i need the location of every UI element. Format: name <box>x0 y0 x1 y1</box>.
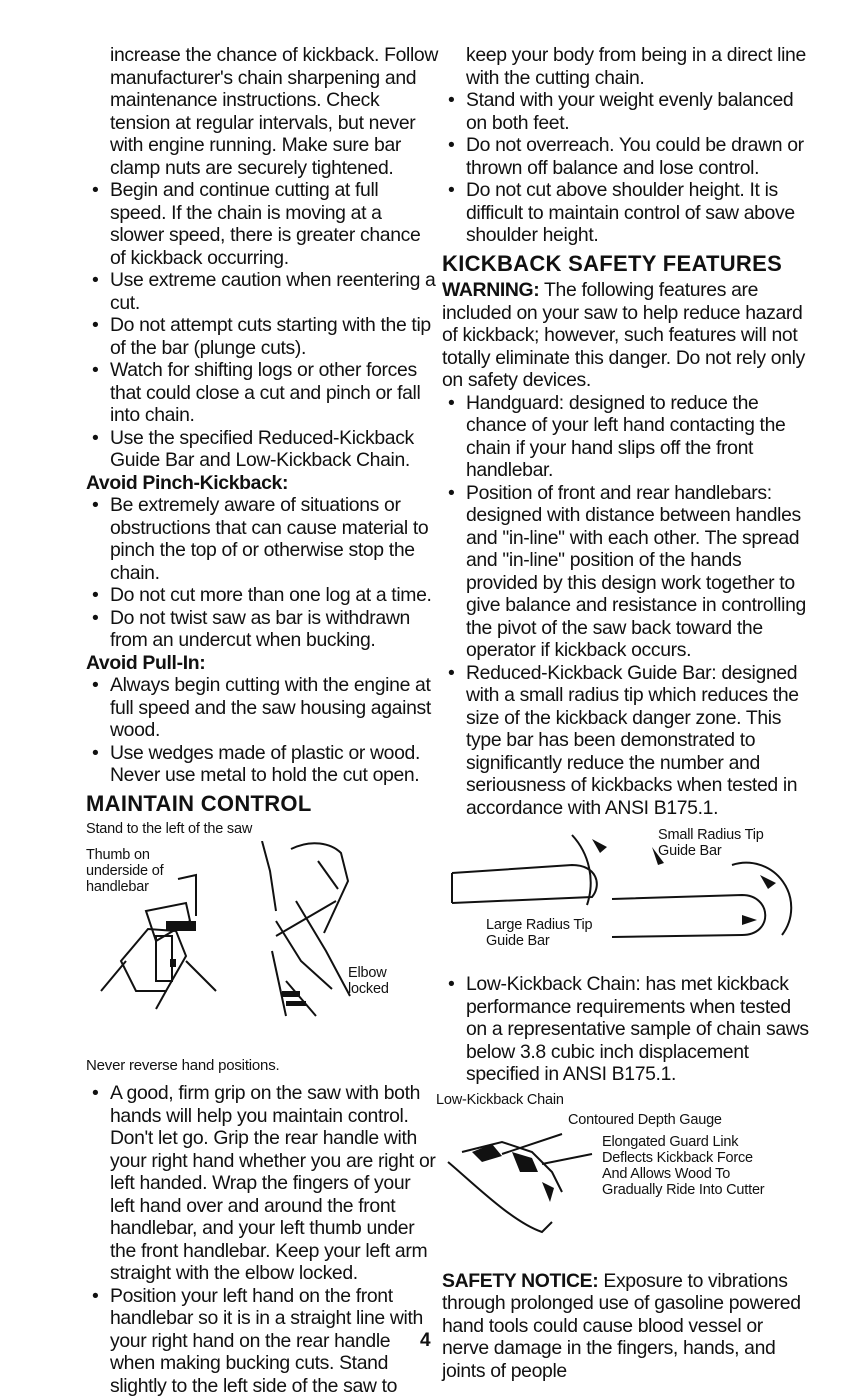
chain-list <box>442 973 810 1086</box>
figure-caption-top: Stand to the left of the saw <box>86 821 252 837</box>
safety-paragraph <box>442 1270 810 1383</box>
list-item: • Handguard: designed to reduce the chance of your left hand contacting the chain if your hand slips off the front handlebar. <box>442 392 810 482</box>
chain-figure <box>442 1092 810 1262</box>
intro-continuation: increase the chance of kickback. Follow manufacturer's chain sharpening and maintenance instructions. Check tension at regular intervals, but never with engine running. Make sure bar clamp nuts are securely tightened. <box>86 44 438 179</box>
control-list <box>86 1082 438 1397</box>
list-item: • A good, firm grip on the saw with both hands will help you maintain control. Don't let go. Grip the rear handle with your right hand whether you are right or left handed. Wrap the fingers of your left hand over and around the front handlebar, and your left thumb under the front handlebar. Keep your left arm straight with the elbow locked. <box>86 1082 438 1285</box>
list-item: • Do not cut above shoulder height. It is difficult to maintain control of saw above shoulder height. <box>442 179 810 247</box>
list-item: • Do not cut more than one log at a time. <box>86 584 438 607</box>
hand-grip-illustration <box>86 841 416 1026</box>
safety-label: SAFETY NOTICE: <box>442 1270 598 1292</box>
depth-gauge-label: Contoured Depth Gauge <box>568 1112 768 1128</box>
list-item: • Watch for shifting logs or other forces that could close a cut and pinch or fall into chain. <box>86 359 438 427</box>
elbow-label: Elbow locked <box>348 965 408 997</box>
list-item: • Reduced-Kickback Guide Bar: designed with a small radius tip which reduces the size of the kickback danger zone. This type bar has been demonstrated to significantly reduce the number and seriousness of kickbacks when tested in accordance with ANSI B175.1. <box>442 662 810 820</box>
list-item: • Use extreme caution when reentering a cut. <box>86 269 438 314</box>
list-item: • Use wedges made of plastic or wood. Never use metal to hold the cut open. <box>86 742 438 787</box>
list-item: • Low-Kickback Chain: has met kickback performance requirements when tested on a representative sample of chain saws below 3.8 cubic inch displacement specified in ANSI B175.1. <box>442 973 810 1086</box>
warning-paragraph <box>442 279 810 392</box>
pinch-heading: Avoid Pinch-Kickback: <box>86 472 438 495</box>
page-number: 4 <box>420 1330 431 1352</box>
guide-bar-figure <box>442 825 810 965</box>
list-item: • Do not overreach. You could be drawn or thrown off balance and lose control. <box>442 134 810 179</box>
thumb-label: Thumb on underside of handlebar <box>86 847 176 895</box>
list-item: • Begin and continue cutting at full speed. If the chain is moving at a slower speed, there is greater chance of kickback occurring. <box>86 179 438 269</box>
small-radius-label: Small Radius Tip Guide Bar <box>658 827 778 859</box>
list-item: • Use the specified Reduced-Kickback Guide Bar and Low-Kickback Chain. <box>86 427 438 472</box>
guard-link-label: Elongated Guard Link Deflects Kickback Force And Allows Wood To Gradually Ride Into Cutter <box>602 1134 772 1198</box>
large-radius-label: Large Radius Tip Guide Bar <box>486 917 596 949</box>
list-item: • Be extremely aware of situations or obstructions that can cause material to pinch the top of or otherwise stop the chain. <box>86 494 438 584</box>
balance-list <box>442 89 810 247</box>
guide-bar-illustration <box>442 825 802 965</box>
list-item: • Do not attempt cuts starting with the tip of the bar (plunge cuts). <box>86 314 438 359</box>
kickback-features-heading: KICKBACK SAFETY FEATURES <box>442 253 810 276</box>
left-column <box>86 44 438 1397</box>
chain-figure-title: Low-Kickback Chain <box>436 1092 564 1108</box>
list-item: • Always begin cutting with the engine at full speed and the saw housing against wood. <box>86 674 438 742</box>
figure-caption-bottom: Never reverse hand positions. <box>86 1057 438 1074</box>
right-column <box>442 44 810 1382</box>
safety-text: Exposure to vibrations through prolonged use of gasoline powered hand tools could cause blood vessel or nerve damage in the fingers, hands, and joints of people <box>442 1270 801 1382</box>
pull-heading: Avoid Pull-In: <box>86 652 438 675</box>
list-item: • Stand with your weight evenly balanced on both feet. <box>442 89 810 134</box>
warning-label: WARNING: <box>442 279 539 301</box>
features-list <box>442 392 810 820</box>
kickback-tips-list <box>86 179 438 472</box>
pinch-list <box>86 494 438 652</box>
list-item: • Position of front and rear handlebars: designed with distance between handles and "in-line" with each other. The spread and "in-line" position of the hands provided by this design work together to give balance and resistance in controlling the pivot of the saw back toward the operator if kickback occurs. <box>442 482 810 662</box>
chain-illustration <box>442 1112 602 1262</box>
maintain-control-heading: MAINTAIN CONTROL <box>86 793 438 816</box>
list-item: • Do not twist saw as bar is withdrawn from an undercut when bucking. <box>86 607 438 652</box>
pull-list <box>86 674 438 787</box>
hand-position-figure <box>86 821 438 1049</box>
warning-text: The following features are included on your saw to help reduce hazard of kickback; however, such features will not totally eliminate this danger. Do not rely only on safety devices. <box>442 279 805 391</box>
right-continuation: keep your body from being in a direct line with the cutting chain. <box>442 44 810 89</box>
list-item: • Position your left hand on the front handlebar so it is in a straight line with your right hand on the rear handle when making bucking cuts. Stand slightly to the left side of the saw to <box>86 1285 438 1397</box>
